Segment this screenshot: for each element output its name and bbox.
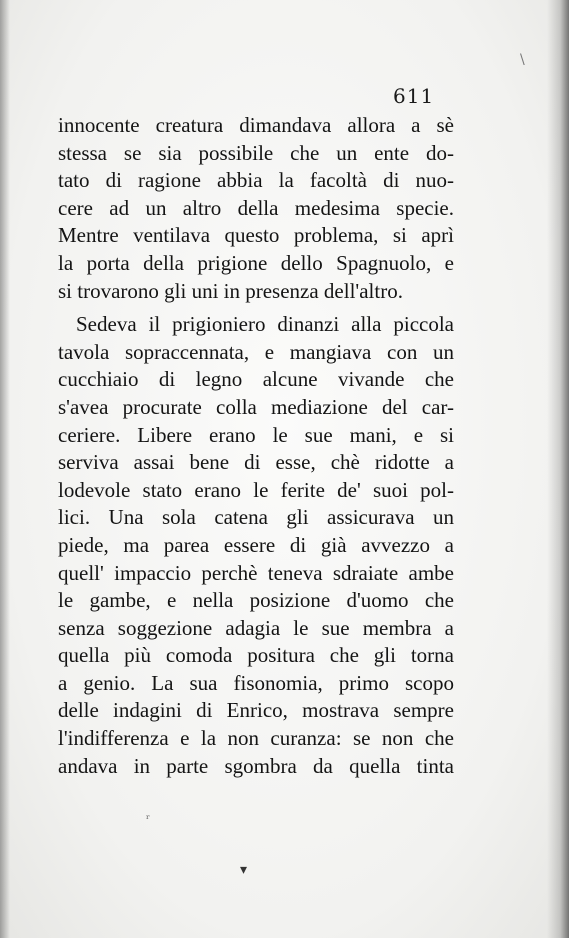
text-line: senza soggezione adagia le sue membra a — [58, 615, 454, 640]
text-line: le gambe, e nella posizione d'uomo che — [58, 588, 454, 613]
page-number: 611 — [393, 84, 435, 108]
text-line: quella più comoda positura che gli torna — [58, 643, 454, 668]
text-line: ceriere. Libere erano le sue mani, e si — [58, 422, 454, 447]
text-line: delle indagini di Enrico, mostrava sempre — [58, 698, 454, 723]
text-line: lici. Una sola catena gli assicurava un — [58, 505, 454, 530]
text-line: andava in parte sgombra da quella tinta — [58, 753, 454, 778]
text-line: cucchiaio di legno alcune vivande che — [58, 367, 454, 392]
text-line: la porta della prigione dello Spagnuolo, e — [58, 250, 454, 275]
text-line: l'indifferenza e la non curanza: se non che — [58, 726, 454, 751]
page-left-shadow — [0, 0, 10, 938]
ink-speck: \ — [520, 52, 525, 68]
text-line: Mentre ventilava questo problema, si aprì — [58, 223, 454, 248]
text-line: s'avea procurate colla mediazione del car- — [58, 394, 454, 419]
ink-speck: ʳ — [146, 812, 151, 826]
text-line: lodevole stato erano le ferite de' suoi pol- — [58, 477, 454, 502]
paragraph — [58, 112, 454, 305]
text-line: serviva assai bene di esse, chè ridotte a — [58, 450, 454, 475]
text-line: tavola sopraccennata, e mangiava con un — [58, 339, 454, 364]
ink-speck: ▾ — [240, 862, 248, 878]
text-line: stessa se sia possibile che un ente do- — [58, 140, 454, 165]
text-line: Sedeva il prigioniero dinanzi alla piccola — [76, 312, 454, 337]
body-text — [58, 112, 454, 780]
text-line: quell' impaccio perchè teneva sdraiate ambe — [58, 560, 454, 585]
text-line: si trovarono gli uni in presenza dell'altro. — [58, 278, 403, 303]
paragraph — [58, 311, 454, 780]
text-line: piede, ma parea essere di già avvezzo a — [58, 532, 454, 557]
text-line: a genio. La sua fisonomia, primo scopo — [58, 670, 454, 695]
text-line: cere ad un altro della medesima specie. — [58, 195, 454, 220]
page-right-shadow — [547, 0, 569, 938]
text-line: tato di ragione abbia la facoltà di nuo- — [58, 168, 454, 193]
text-line: innocente creatura dimandava allora a sè — [58, 113, 454, 137]
